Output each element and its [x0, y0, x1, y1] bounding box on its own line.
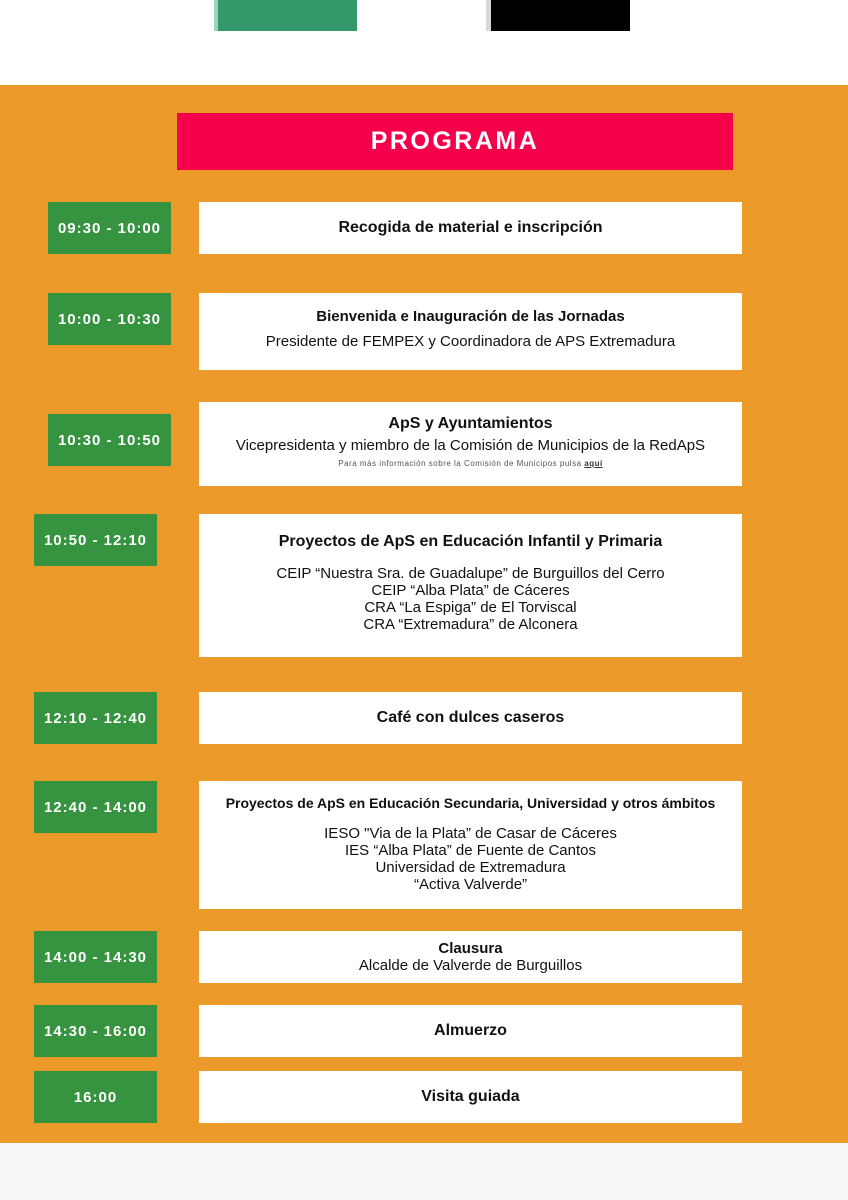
footer-strip: [0, 1143, 848, 1200]
item-title: Bienvenida e Inauguración de las Jornadas: [316, 308, 625, 325]
time-slot: 10:50 - 12:10: [34, 514, 157, 566]
item-title: Clausura: [438, 940, 503, 957]
item-line: “Activa Valverde”: [413, 876, 528, 893]
time-slot: 12:10 - 12:40: [34, 692, 157, 744]
program-item: [199, 781, 742, 909]
item-line: Alcalde de Valverde de Burguillos: [358, 957, 583, 974]
item-line: CRA “La Espiga” de El Torviscal: [364, 599, 577, 616]
program-item: [199, 931, 742, 983]
page-title: PROGRAMA: [177, 113, 733, 170]
item-title: Proyectos de ApS en Educación Infantil y Primaria: [278, 533, 663, 550]
program-item: [199, 202, 742, 254]
program-item: [199, 1005, 742, 1057]
item-line: CRA “Extremadura” de Alconera: [363, 616, 578, 633]
item-line: IES “Alba Plata” de Fuente de Cantos: [345, 842, 596, 859]
item-title: Café con dulces caseros: [376, 709, 565, 726]
program-item: [199, 692, 742, 744]
program-item: [199, 293, 742, 370]
program-item: [199, 514, 742, 657]
item-line: CEIP “Alba Plata” de Cáceres: [371, 582, 570, 599]
item-title: Proyectos de ApS en Educación Secundaria, Universidad y otros ámbitos: [225, 795, 716, 811]
item-line: Presidente de FEMPEX y Coordinadora de APS Extremadura: [265, 333, 676, 350]
time-slot: 10:30 - 10:50: [48, 414, 171, 466]
note-text: Para más información sobre la Comisión de Municipos pulsa: [338, 459, 582, 468]
item-line: Universidad de Extremadura: [375, 859, 566, 876]
time-slot: 14:30 - 16:00: [34, 1005, 157, 1057]
item-line: IESO "Via de la Plata” de Casar de Cáceres: [324, 825, 617, 842]
time-slot: 14:00 - 14:30: [34, 931, 157, 983]
item-line: CEIP “Nuestra Sra. de Guadalupe” de Burguillos del Cerro: [276, 565, 665, 582]
item-title: ApS y Ayuntamientos: [388, 415, 553, 432]
time-slot: 12:40 - 14:00: [34, 781, 157, 833]
green-tab-decoration: [214, 0, 357, 31]
item-title: Visita guiada: [421, 1088, 520, 1105]
item-title: Recogida de material e inscripción: [338, 219, 603, 236]
program-item: [199, 402, 742, 486]
item-title: Almuerzo: [434, 1022, 507, 1039]
time-slot: 10:00 - 10:30: [48, 293, 171, 345]
black-tab-decoration: [486, 0, 630, 31]
item-line: Vicepresidenta y miembro de la Comisión de Municipios de la RedApS: [235, 437, 706, 454]
more-info-link[interactable]: aquí: [584, 459, 603, 468]
time-slot: 09:30 - 10:00: [48, 202, 171, 254]
program-item: [199, 1071, 742, 1123]
info-note: [338, 459, 602, 468]
time-slot: 16:00: [34, 1071, 157, 1123]
